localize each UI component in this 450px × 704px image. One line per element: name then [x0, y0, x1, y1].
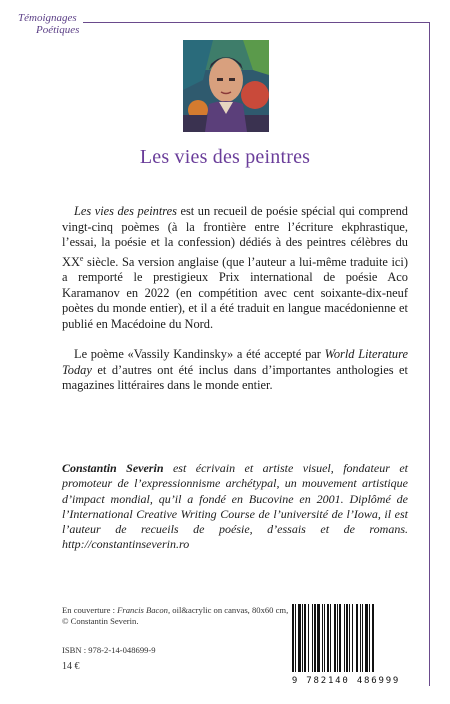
- isbn: ISBN : 978-2-14-048699-9: [62, 645, 156, 655]
- description-paragraph-1: Les vies des peintres est un recueil de poésie spécial qui comprend vingt-cinq poèmes (à la frontière entre l’écriture ekphrastique, l’essai, la poésie et la confession) dédiés à des peintres célèbres du XXe siècle. Sa version anglaise (que l’auteur a lui-même traduite ici) a remporté le prestigieux Prix international de poésie Aco Karamanov en 2022 (en compétition avec cent soixante-dix-neuf poètes du monde entier), et il a été traduit en langue macédonienne et publié en Macédoine du Nord.: [62, 204, 408, 331]
- barcode: [288, 604, 404, 686]
- series-label: [14, 12, 83, 38]
- description-paragraph-2: Le poème «Vassily Kandinsky» a été accepté par World Literature Today et d’autres ont été inclus dans d’importantes anthologies et magazines littéraires dans le monde entier.: [62, 347, 408, 393]
- author-bio-text: est écrivain et artiste visuel, fondateur et promoteur de l’expressionnisme archétypal, un mouvement artistique d’impact mondial, qu’il a fondé en Bucovine en 2001. Diplômé de l’International Creative Writing Course de l’université de l’Iowa, il est l’auteur de recueils de poésie, d’essais et de romans. http://constantinseverin.ro: [62, 461, 409, 552]
- barcode-number: 9 782140 486999: [291, 676, 401, 686]
- author-name: Constantin Severin: [62, 461, 164, 475]
- series-line-2: Poétiques: [36, 24, 80, 36]
- cover-painting: [183, 40, 269, 132]
- author-bio: [62, 461, 408, 553]
- book-title: Les vies des peintres: [139, 146, 311, 168]
- cover-credits: En couverture : Francis Bacon, oil&acrylic on canvas, 80x60 cm, © Constantin Severin.: [62, 605, 289, 626]
- series-line-1: Témoignages: [18, 12, 77, 24]
- price: 14 €: [62, 661, 80, 672]
- frame-right-line: [429, 22, 430, 686]
- book-description: [62, 204, 408, 409]
- book-title-italic: Les vies des peintres: [74, 204, 177, 218]
